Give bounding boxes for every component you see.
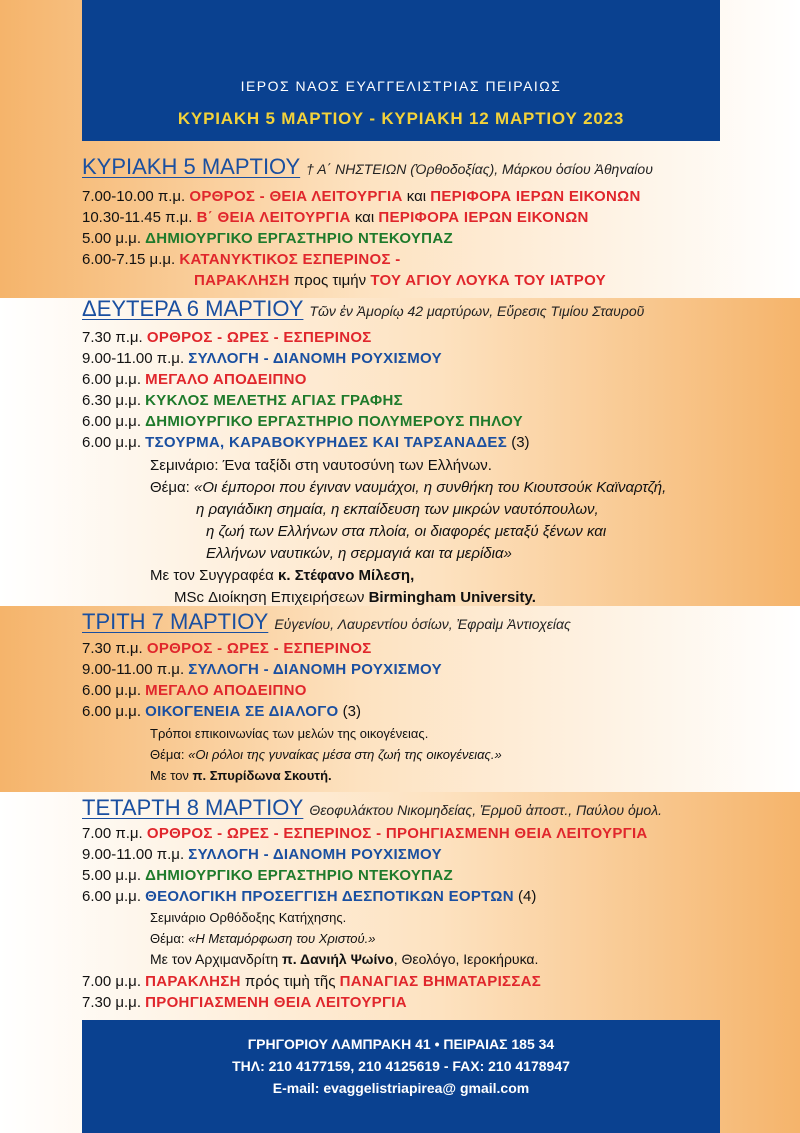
event-title: ΟΡΘΡΟΣ - ΩΡΕΣ - ΕΣΠΕΡΙΝΟΣ - ΠΡΟΗΓΙΑΣΜΕΝΗ ΘΕΙΑ ΛΕΙΤΟΥΡΓΙΑ <box>146 825 648 842</box>
day-title: ΤΡΙΤΗ 7 ΜΑΡΤΙΟΥ <box>82 609 269 634</box>
event-time: 6.00 μ.μ. <box>82 682 141 699</box>
header-banner <box>82 0 720 141</box>
theme-text-line: Ελλήνων ναυτικών, η σερμαγιά και τα μερίδια» <box>206 545 512 562</box>
day-heading <box>82 609 571 635</box>
event-title-secondary: ΠΑΝΑΓΙΑΣ ΒΗΜΑΤΑΡΙΣΣΑΣ <box>339 973 542 990</box>
event-line <box>82 846 442 863</box>
event-title: ΣΥΛΛΟΓΗ - ΔΙΑΝΟΜΗ ΡΟΥΧΙΣΜΟΥ <box>188 350 442 367</box>
speaker-prefix: Με τον Αρχιμανδρίτη <box>150 951 279 967</box>
event-title: ΟΡΘΡΟΣ - ΘΕΙΑ ΛΕΙΤΟΥΡΓΙΑ <box>189 188 403 205</box>
speaker-credential <box>174 589 536 606</box>
seminar-theme <box>150 931 376 946</box>
event-time: 6.00-7.15 μ.μ. <box>82 251 176 268</box>
day-saints: Θεοφυλάκτου Νικομηδείας, Ἑρμοῦ ἀποστ., Παύλου ὁμολ. <box>309 802 662 818</box>
event-connector: και <box>354 209 375 226</box>
footer-email: E-mail: evaggelistriapirea@ gmail.com <box>272 1080 530 1096</box>
event-time: 6.30 μ.μ. <box>82 392 141 409</box>
event-time: 5.00 μ.μ. <box>82 867 141 884</box>
theme-text: «Η Μεταμόρφωση του Χριστού.» <box>188 931 376 946</box>
event-title: ΣΥΛΛΟΓΗ - ΔΙΑΝΟΜΗ ΡΟΥΧΙΣΜΟΥ <box>188 846 442 863</box>
speaker-prefix: Με τον <box>150 768 189 783</box>
theme-text: «Οι ρόλοι της γυναίκας μέσα στη ζωή της οικογένειας.» <box>188 747 502 762</box>
theme-text-line: η ραγιάδικη σημαία, η εκπαίδευση των μικρών ναυτόπουλων, <box>196 501 599 518</box>
event-line <box>82 209 589 226</box>
event-line <box>82 703 361 720</box>
day-saints: Τῶν ἐν Ἀμορίῳ 42 μαρτύρων, Εὕρεσις Τιμίου Σταυροῦ <box>309 303 645 319</box>
day-heading <box>82 795 662 821</box>
event-time: 7.00-10.00 π.μ. <box>82 188 186 205</box>
day-title: ΤΕΤΑΡΤΗ 8 ΜΑΡΤΙΟΥ <box>82 795 304 820</box>
event-time: 9.00-11.00 π.μ. <box>82 846 185 863</box>
event-connector: και <box>406 188 427 205</box>
footer-address: ΓΡΗΓΟΡΙΟΥ ΛΑΜΠΡΑΚΗ 41 • ΠΕΙΡΑΙΑΣ 185 34 <box>247 1036 555 1052</box>
day-heading <box>82 154 653 180</box>
seminar-theme <box>150 479 666 496</box>
event-line <box>82 188 641 205</box>
theme-label: Θέμα: <box>150 479 190 496</box>
seminar-label: Τρόποι επικοινωνίας των μελών της οικογένειας. <box>150 726 429 741</box>
event-time: 6.00 μ.μ. <box>82 371 141 388</box>
day-heading <box>82 296 644 322</box>
theme-text-line: η ζωή των Ελλήνων στα πλοία, οι διαφορές μεταξύ ξένων και <box>206 523 607 540</box>
event-title: ΟΡΘΡΟΣ - ΩΡΕΣ - ΕΣΠΕΡΙΝΟΣ <box>146 329 372 346</box>
event-line <box>82 251 401 268</box>
event-time: 10.30-11.45 π.μ. <box>82 209 193 226</box>
event-time: 7.30 μ.μ. <box>82 994 141 1011</box>
event-line <box>82 640 372 657</box>
event-title: ΜΕΓΑΛΟ ΑΠΟΔΕΙΠΝΟ <box>145 371 307 388</box>
day-saints: Εὐγενίου, Λαυρεντίου ὁσίων, Ἐφραὶμ Ἀντιοχείας <box>274 616 571 632</box>
event-line <box>82 661 442 678</box>
church-name: ΙΕΡΟΣ ΝΑΟΣ ΕΥΑΓΓΕΛΙΣΤΡΙΑΣ ΠΕΙΡΑΙΩΣ <box>240 78 562 94</box>
event-title-secondary: ΠΕΡΙΦΟΡΑ ΙΕΡΩΝ ΕΙΚΟΝΩΝ <box>378 209 589 226</box>
event-title-secondary: ΤΟΥ ΑΓΙΟΥ ΛΟΥΚΑ ΤΟΥ ΙΑΤΡΟΥ <box>370 272 606 289</box>
event-title: ΤΣΟΥΡΜΑ, ΚΑΡΑΒΟΚΥΡΗΔΕΣ ΚΑΙ ΤΑΡΣΑΝΑΔΕΣ <box>145 434 508 451</box>
seminar-speaker <box>150 567 414 584</box>
event-title: ΔΗΜΙΟΥΡΓΙΚΟ ΕΡΓΑΣΤΗΡΙΟ ΝΤΕΚΟΥΠΑΖ <box>145 867 453 884</box>
seminar-speaker <box>150 768 332 783</box>
event-line <box>82 371 307 388</box>
event-title: ΠΑΡΑΚΛΗΣΗ <box>194 272 290 289</box>
event-line <box>82 230 453 247</box>
event-part-number: (3) <box>511 434 530 451</box>
event-title: ΟΡΘΡΟΣ - ΩΡΕΣ - ΕΣΠΕΡΙΝΟΣ <box>146 640 372 657</box>
event-title: ΔΗΜΙΟΥΡΓΙΚΟ ΕΡΓΑΣΤΗΡΙΟ ΝΤΕΚΟΥΠΑΖ <box>145 230 453 247</box>
event-title: ΜΕΓΑΛΟ ΑΠΟΔΕΙΠΝΟ <box>145 682 307 699</box>
event-time: 6.00 μ.μ. <box>82 413 141 430</box>
event-time: 7.00 μ.μ. <box>82 973 141 990</box>
footer-contact-banner <box>82 1020 720 1133</box>
speaker-name: κ. Στέφανο Μίλεση, <box>278 567 415 584</box>
event-line <box>82 350 442 367</box>
event-line <box>82 413 523 430</box>
event-part-number: (4) <box>518 888 537 905</box>
speaker-suffix: , Θεολόγο, Ιεροκήρυκα. <box>393 951 539 967</box>
seminar-speaker <box>150 951 538 967</box>
day-title: ΔΕΥΤΕΡΑ 6 ΜΑΡΤΙΟΥ <box>82 296 304 321</box>
event-line <box>82 973 541 990</box>
event-title: ΣΥΛΛΟΓΗ - ΔΙΑΝΟΜΗ ΡΟΥΧΙΣΜΟΥ <box>188 661 442 678</box>
event-line <box>82 392 403 409</box>
event-time: 9.00-11.00 π.μ. <box>82 350 185 367</box>
event-time: 6.00 μ.μ. <box>82 703 141 720</box>
speaker-prefix: Με τον Συγγραφέα <box>150 567 274 584</box>
theme-label: Θέμα: <box>150 747 185 762</box>
event-time: 5.00 μ.μ. <box>82 230 141 247</box>
seminar-label: Σεμινάριο: Ένα ταξίδι στη ναυτοσύνη των Ελλήνων. <box>150 457 492 474</box>
event-title: ΠΑΡΑΚΛΗΣΗ <box>145 973 241 990</box>
event-title-secondary: ΠΕΡΙΦΟΡΑ ΙΕΡΩΝ ΕΙΚΟΝΩΝ <box>430 188 641 205</box>
day-title: ΚΥΡΙΑΚΗ 5 ΜΑΡΤΙΟΥ <box>82 154 301 179</box>
day-saints: † Α΄ ΝΗΣΤΕΙΩΝ (Ὀρθοδοξίας), Μάρκου ὁσίου Ἀθηναίου <box>306 161 653 177</box>
event-time: 7.30 π.μ. <box>82 329 143 346</box>
event-title: ΔΗΜΙΟΥΡΓΙΚΟ ΕΡΓΑΣΤΗΡΙΟ ΠΟΛΥΜΕΡΟΥΣ ΠΗΛΟΥ <box>145 413 523 430</box>
event-line <box>82 867 453 884</box>
event-line <box>82 994 407 1011</box>
event-title: ΠΡΟΗΓΙΑΣΜΕΝΗ ΘΕΙΑ ΛΕΙΤΟΥΡΓΙΑ <box>145 994 407 1011</box>
event-title: ΚΥΚΛΟΣ ΜΕΛΕΤΗΣ ΑΓΙΑΣ ΓΡΑΦΗΣ <box>145 392 403 409</box>
event-line <box>82 434 530 451</box>
credential-prefix: MSc Διοίκηση Επιχειρήσεων <box>174 589 365 606</box>
theme-text: «Οι έμποροι που έγιναν ναυμάχοι, η συνθήκη του Κιουτσούκ Καϊναρτζή, <box>194 479 667 496</box>
event-connector: προς τιμήν <box>293 272 367 289</box>
event-line <box>82 329 372 346</box>
event-title: Β΄ ΘΕΙΑ ΛΕΙΤΟΥΡΓΙΑ <box>196 209 351 226</box>
event-line <box>82 825 648 842</box>
credential-institution: Birmingham University. <box>368 589 536 606</box>
speaker-name: π. Δανιήλ Ψωίνο <box>282 951 394 967</box>
footer-phones: ΤΗΛ: 210 4177159, 210 4125619 - FAX: 210 4178947 <box>232 1058 570 1074</box>
speaker-name: π. Σπυρίδωνα Σκουτή. <box>192 768 332 783</box>
event-title: ΚΑΤΑΝΥΚΤΙΚΟΣ ΕΣΠΕΡΙΝΟΣ - <box>179 251 401 268</box>
event-time: 6.00 μ.μ. <box>82 888 141 905</box>
event-title: ΘΕΟΛΟΓΙΚΗ ΠΡΟΣΕΓΓΙΣΗ ΔΕΣΠΟΤΙΚΩΝ ΕΟΡΤΩΝ <box>145 888 514 905</box>
event-time: 6.00 μ.μ. <box>82 434 141 451</box>
event-line <box>82 682 307 699</box>
theme-label: Θέμα: <box>150 931 185 946</box>
event-part-number: (3) <box>342 703 361 720</box>
event-line <box>82 888 536 905</box>
event-line <box>194 272 606 289</box>
seminar-label: Σεμινάριο Ορθόδοξης Κατήχησης. <box>150 910 347 925</box>
event-time: 7.30 π.μ. <box>82 640 143 657</box>
seminar-theme <box>150 747 502 762</box>
event-connector: πρός τιμὴ τῆς <box>244 973 336 990</box>
event-time: 7.00 π.μ. <box>82 825 143 842</box>
event-title: ΟΙΚΟΓΕΝΕΙΑ ΣΕ ΔΙΑΛΟΓΟ <box>145 703 339 720</box>
event-time: 9.00-11.00 π.μ. <box>82 661 185 678</box>
schedule-period: ΚΥΡΙΑΚΗ 5 ΜΑΡΤΙΟΥ - ΚΥΡΙΑΚΗ 12 ΜΑΡΤΙΟΥ 2023 <box>177 109 625 128</box>
